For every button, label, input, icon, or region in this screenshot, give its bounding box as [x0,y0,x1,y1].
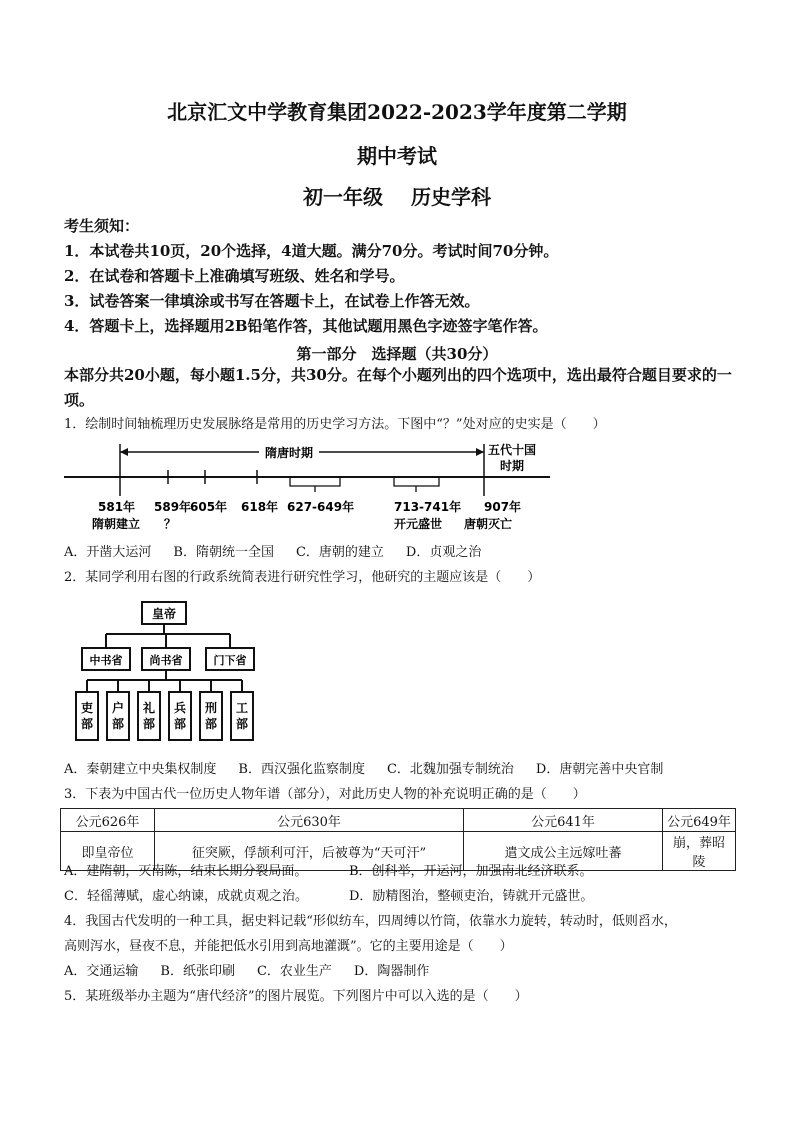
diagram-top: 皇帝 [151,607,177,621]
timeline-year: 589年 [154,500,192,514]
table-row [61,809,736,832]
table-header: 公元641年 [464,809,663,832]
exam-title: 北京汇文中学教育集团2022-2023学年度第二学期 [167,100,627,124]
grade-subject [0,181,794,210]
option[interactable]: B．创科举，开运河，加强南北经济联系。 [349,864,593,879]
q2-admin-diagram [74,600,264,750]
section-intro: 本部分共20小题，每小题1.5分，共30分。在每个小题列出的四个选项中，选出最符合题目要求的一项。 [64,366,732,409]
option[interactable]: A．交通运输 [64,964,139,979]
ministry-box [107,692,129,740]
ministry-box [200,692,222,740]
table-header: 公元626年 [61,809,155,832]
ministry-label: 兵部 [173,701,187,731]
question-2-stem: 2．某同学利用右图的行政系统简表进行研究性学习，他研究的主题应该是（ ） [64,570,541,585]
ministry-label: 工部 [235,701,249,731]
table-header: 公元649年 [663,809,736,832]
period-arrow-left [120,448,128,456]
option[interactable]: D．陶器制作 [353,964,430,979]
option[interactable]: C．轻徭薄赋，虚心纳谏，成就贞观之治。 [64,889,308,904]
option[interactable]: B．西汉强化监察制度 [238,762,365,777]
option[interactable]: D．励精图治，整顿吏治，铸就开元盛世。 [349,889,594,904]
option[interactable]: A．开凿大运河 [64,545,152,560]
ministry-label: 吏部 [80,701,94,731]
table-cell: 遣文成公主远嫁吐蕃 [464,832,663,871]
period-label: 隋唐时期 [264,446,314,460]
ministry-label: 礼部 [142,701,156,731]
exam-type: 期中考试 [357,144,437,168]
range-bracket [290,477,340,492]
option[interactable]: B．隋朝统一全国 [173,545,274,560]
option[interactable]: D．唐朝完善中央官制 [535,762,664,777]
q1-timeline [64,436,554,536]
question-3-stem: 3．下表为中国古代一位历史人物年谱（部分），对此历史人物的补充说明正确的是（ ） [64,787,586,802]
table-cell: 即皇帝位 [61,832,155,871]
ministry-box [138,692,160,740]
question-1-options [64,541,734,565]
option[interactable]: D．贞观之治 [405,545,482,560]
diagram-middle: 尚书省 [149,654,183,667]
notice-item: 4．答题卡上，选择题用2B铅笔作答，其他试题用黑色字迹签字笔作答。 [64,317,548,335]
diagram-middle: 中书省 [89,654,123,667]
timeline-year: 618年 [241,500,279,514]
table-header: 公元630年 [155,809,464,832]
end-period-label: 时期 [500,459,525,473]
question-4-stem-line-1: 4．我国古代发明的一种工具，据史料记载“形似纺车，四周缚以竹筒，依靠水力旋转，转动时，低则舀水， [64,914,677,929]
timeline-year: 907年 [484,500,522,514]
timeline-year: 713-741年 [394,500,462,514]
ministry-box [76,692,98,740]
option[interactable]: A．建隋朝，灭南陈，结束长期分裂局面。 [64,864,308,879]
period-arrow-right [476,448,484,456]
table-cell: 征突厥，俘颉利可汗，后被尊为“天可汗” [155,832,464,871]
option[interactable]: C．唐朝的建立 [295,545,384,560]
timeline-event: 唐朝灭亡 [464,517,513,531]
ministry-box [231,692,253,740]
option[interactable]: B．纸张印刷 [160,964,235,979]
ministry-label: 户部 [111,701,125,731]
question-2-options [64,758,734,782]
section-heading: 第一部分 选择题（共30分） [296,345,498,363]
ministry-box [169,692,191,740]
notice-item: 2．在试卷和答题卡上准确填写班级、姓名和学号。 [64,267,405,285]
timeline-event: 隋朝建立 [92,517,141,531]
question-1-stem: 1．绘制时间轴梳理历史发展脉络是常用的历史学习方法。下图中“？”处对应的史实是（ ） [64,417,606,432]
question-4-options [64,960,734,984]
question-3-options-row-2 [64,885,734,909]
timeline-event: 开元盛世 [394,517,443,531]
option[interactable]: C．北魏加强专制统治 [386,762,514,777]
notice-heading: 考生须知： [64,217,140,235]
option[interactable]: C．农业生产 [256,964,332,979]
timeline-year: 581年 [98,500,136,514]
notice-item: 1．本试卷共10页，20个选择，4道大题。满分70分。考试时间70分钟。 [64,242,559,260]
timeline-year: 605年 [190,500,228,514]
timeline-year: 627-649年 [287,500,355,514]
subject-label: 历史学科 [411,185,491,209]
ministry-label: 刑部 [204,701,218,731]
table-cell: 崩，葬昭陵 [663,832,736,871]
end-period-label: 五代十国 [488,443,537,457]
diagram-middle: 门下省 [213,654,247,667]
option[interactable]: A．秦朝建立中央集权制度 [64,762,217,777]
question-3-options-row-1 [64,860,734,884]
notice-item: 3．试卷答案一律填涂或书写在答题卡上，在试卷上作答无效。 [64,292,480,310]
range-bracket [394,477,439,492]
timeline-event: ？ [164,517,177,531]
grade-label: 初一年级 [303,185,383,209]
question-4-stem-line-2: 高则泻水，昼夜不息，并能把低水引用到高地灌溉”。它的主要用途是（ ） [64,939,513,954]
question-5-stem: 5．某班级举办主题为“唐代经济”的图片展览。下列图片中可以入选的是（ ） [64,989,528,1004]
